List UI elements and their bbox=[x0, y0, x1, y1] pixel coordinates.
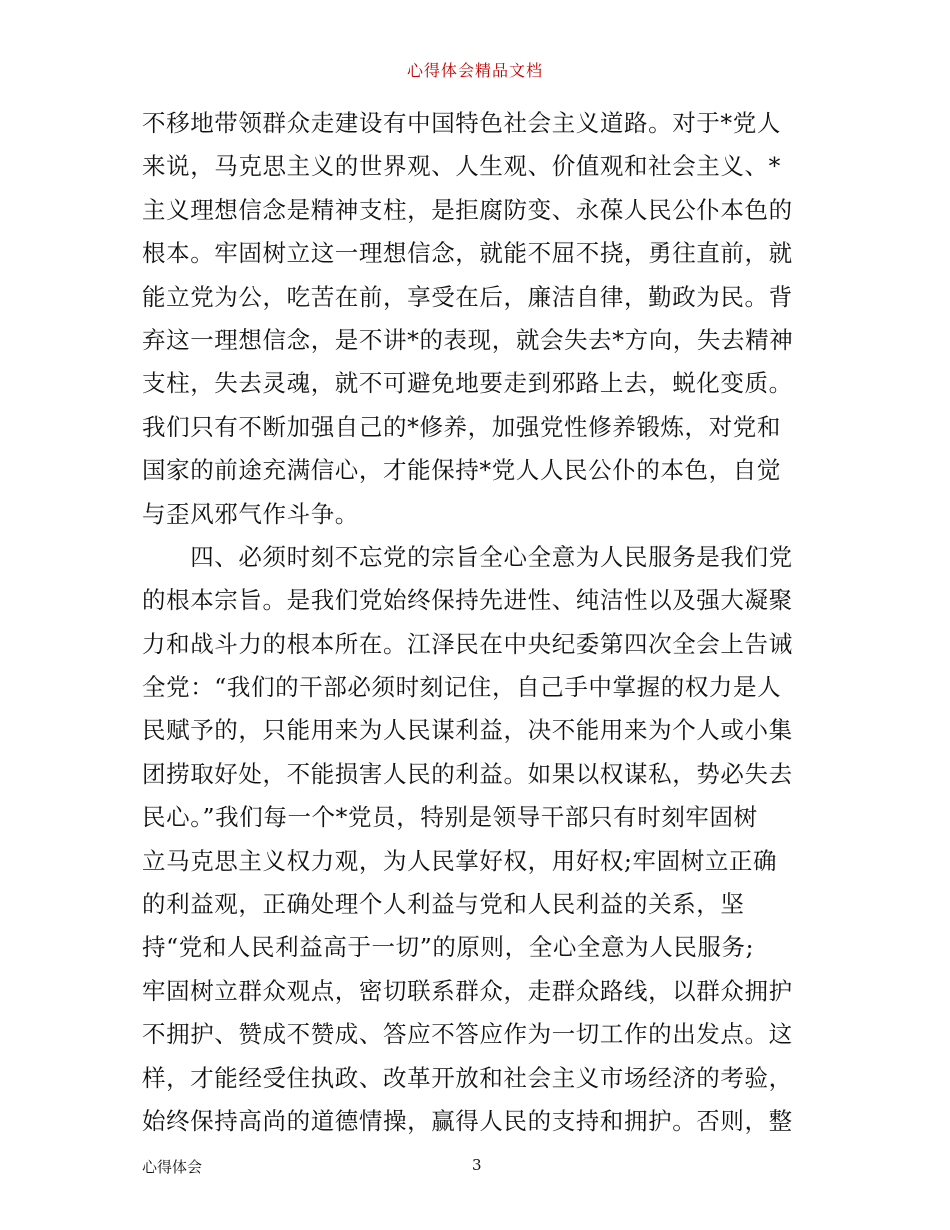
text-line: 样，才能经受住执政、改革开放和社会主义市场经济的考验， bbox=[142, 1063, 793, 1092]
text-line: 全党：“我们的干部必须时刻记住，自己手中掌握的权力是人 bbox=[142, 673, 782, 702]
text-line: 与歪风邪气作斗争。 bbox=[142, 499, 359, 528]
text-line: 主义理想信念是精神支柱，是拒腐防变、永葆人民公仆本色的 bbox=[142, 195, 793, 224]
text-line: 能立党为公，吃苦在前，享受在后，廉洁自律，勤政为民。背 bbox=[142, 282, 793, 311]
text-line: 始终保持高尚的道德情操，赢得人民的支持和拥护。否则，整 bbox=[142, 1106, 793, 1135]
footer-label: 心得体会 bbox=[142, 1158, 203, 1176]
text-line: 不拥护、赞成不赞成、答应不答应作为一切工作的出发点。这 bbox=[142, 1020, 793, 1049]
body-text bbox=[142, 102, 810, 1143]
page-number: 3 bbox=[472, 1156, 482, 1174]
text-line: 的根本宗旨。是我们党始终保持先进性、纯洁性以及强大凝聚 bbox=[142, 586, 793, 615]
text-line: 国家的前途充满信心，才能保持*党人人民公仆的本色，自觉 bbox=[142, 456, 781, 485]
text-line: 根本。牢固树立这一理想信念，就能不屈不挠，勇往直前，就 bbox=[142, 239, 793, 268]
header-title: 心得体会精品文档 bbox=[406, 61, 543, 80]
text-line: 立马克思主义权力观，为人民掌好权，用好权;牢固树立正确 bbox=[142, 846, 778, 875]
text-line: 的利益观，正确处理个人利益与党和人民利益的关系，坚 bbox=[142, 890, 745, 919]
text-line: 民赋予的，只能用来为人民谋利益，决不能用来为个人或小集 bbox=[142, 716, 793, 745]
text-line: 不移地带领群众走建设有中国特色社会主义道路。对于*党人 bbox=[142, 109, 781, 137]
text-line: 四、必须时刻不忘党的宗旨全心全意为人民服务是我们党 bbox=[142, 542, 793, 571]
text-line: 支柱，失去灵魂，就不可避免地要走到邪路上去，蜕化变质。 bbox=[142, 369, 793, 398]
text-line: 持“党和人民利益高于一切”的原则，全心全意为人民服务; bbox=[142, 933, 755, 962]
text-line: 我们只有不断加强自己的*修养，加强党性修养锻炼，对党和 bbox=[142, 412, 781, 441]
text-line: 弃这一理想信念，是不讲*的表现，就会失去*方向，失去精神 bbox=[142, 325, 794, 354]
text-line: 团捞取好处，不能损害人民的利益。如果以权谋私，势必失去 bbox=[142, 759, 793, 788]
text-line: 民心。”我们每一个*党员，特别是领导干部只有时刻牢固树 bbox=[142, 803, 758, 832]
text-line: 牢固树立群众观点，密切联系群众，走群众路线，以群众拥护 bbox=[142, 976, 793, 1005]
text-line: 力和战斗力的根本所在。江泽民在中央纪委第四次全会上告诫 bbox=[142, 629, 793, 658]
text-line: 来说，马克思主义的世界观、人生观、价值观和社会主义、* bbox=[142, 152, 781, 181]
